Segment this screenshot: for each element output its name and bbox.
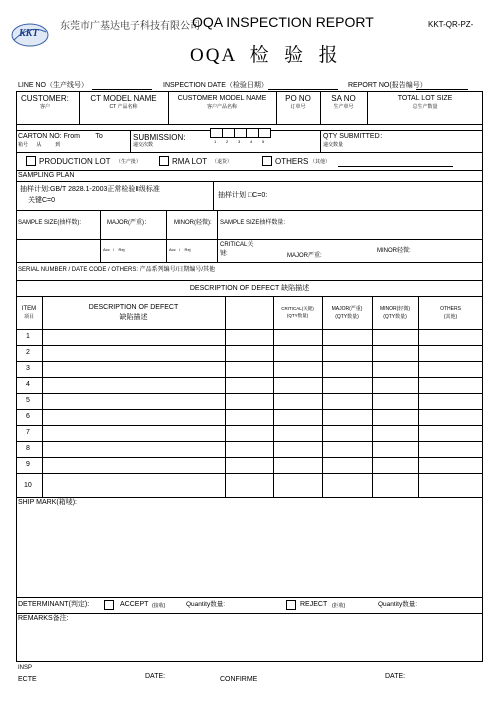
- others-lot-label-cn: （其他）: [310, 159, 331, 165]
- sample-size-label: SAMPLE SIZE(抽样数):: [18, 220, 82, 226]
- inspection-date-label: INSPECTION DATE（检验日期）: [163, 82, 268, 89]
- defect-row-6: 6: [26, 413, 30, 420]
- reject-checkbox[interactable]: [286, 600, 296, 610]
- report-title-en: OQA INSPECTION REPORT: [192, 14, 374, 30]
- col-item-header-cn: 项目: [23, 314, 34, 320]
- ct-model-label: CT MODEL NAME: [90, 94, 157, 103]
- document-code: KKT-QR-PZ-: [428, 20, 474, 29]
- sample-size-right-label: SAMPLE SIZE抽样数量:: [220, 220, 286, 226]
- defect-row-1: 1: [26, 333, 30, 340]
- accept-label-cn: (接收): [152, 603, 166, 609]
- determinant-label: DETERMINANT(判定):: [18, 601, 90, 608]
- ship-mark-label: SHIP MARK(箱唛):: [18, 499, 77, 506]
- inspector-label-2: ECTE: [18, 676, 37, 683]
- sa-no-label: SA NO: [331, 94, 356, 103]
- submission-label: SUBMISSION:: [133, 133, 186, 142]
- defect-row-4: 4: [26, 381, 30, 388]
- col-critical-header: CRITICAL(关键): [281, 306, 314, 311]
- col-minor-header-cn: (QTY数量): [383, 314, 407, 320]
- others-lot-checkbox[interactable]: [262, 156, 272, 166]
- defect-row-10: 10: [24, 482, 32, 489]
- col-major-header: MAJOR(严重): [331, 306, 363, 312]
- report-title-main: OQA 检 验 报: [190, 45, 340, 66]
- col-minor-header: MINOR(轻微): [380, 306, 410, 312]
- reject-label-cn: (拒收): [332, 603, 346, 609]
- sampling-plan-title: SAMPLING PLAN: [18, 172, 75, 179]
- col-critical-header-cn: (QTY数量): [286, 313, 309, 318]
- col-item-header: ITEM: [21, 306, 37, 312]
- sampling-critical-c0: 关键C=0: [28, 197, 56, 204]
- serial-number-label: SERIAL NUMBER / DATE CODE / OTHERS: 产品系列编号/日期编号/其他: [18, 267, 216, 273]
- qty-submitted-label-cn: 递交数量: [323, 142, 344, 148]
- po-no-label-cn: 订单号: [290, 104, 306, 110]
- rma-lot-label-cn: （退货）: [212, 159, 233, 165]
- submission-boxes: [210, 128, 272, 144]
- company-logo: [10, 22, 50, 48]
- rma-lot-label: RMA LOT: [172, 157, 208, 166]
- company-name: 东莞市广基达电子科技有限公司: [60, 21, 200, 32]
- defect-row-8: 8: [26, 445, 30, 452]
- col-others-header-cn: (其他): [443, 314, 458, 320]
- remarks-label: REMARKS备注:: [18, 615, 69, 622]
- submission-mark-3: 3: [238, 139, 241, 144]
- col-major-header-cn: (QTY数量): [335, 314, 359, 320]
- critical-label: CRITICAL关: [220, 242, 254, 248]
- carton-no-label-cn: 箱号 从 到: [18, 142, 61, 148]
- col-others-header: OTHERS: [440, 306, 461, 312]
- submission-mark-2: 2: [226, 139, 229, 144]
- inspector-label: INSP: [18, 665, 33, 671]
- defect-row-9: 9: [26, 461, 30, 468]
- submission-mark-1: 1: [214, 139, 217, 144]
- sampling-standard: 抽样计划:GB/T 2828.1-2003正常检验Ⅱ级标准: [20, 186, 160, 193]
- line-no-label: LINE NO（生产线号）: [18, 82, 89, 89]
- others-lot-field[interactable]: [338, 166, 453, 167]
- others-lot-label: OTHERS: [275, 157, 309, 166]
- confirm-date-footer: DATE:: [385, 673, 406, 680]
- logo-text: KKT: [19, 28, 39, 39]
- acc-rej-minor: Acc / Rej: [169, 247, 191, 252]
- defect-row-2: 2: [26, 349, 30, 356]
- production-lot-label-cn: （生产批）: [116, 159, 142, 165]
- customer-model-label-cn: 客户产品名称: [206, 104, 237, 110]
- production-lot-label: PRODUCTION LOT: [39, 157, 111, 166]
- submission-label-cn: 递交次数: [133, 142, 154, 148]
- carton-no-label: CARTON NO: From To: [18, 133, 103, 140]
- defect-section-title: DESCRIPTION OF DEFECT 缺陷描述: [189, 285, 310, 292]
- inspection-date-footer: DATE:: [145, 673, 166, 680]
- defect-row-5: 5: [26, 397, 30, 404]
- defect-row-7: 7: [26, 429, 30, 436]
- reject-label: REJECT: [300, 601, 328, 608]
- production-lot-checkbox[interactable]: [26, 156, 36, 166]
- customer-label: CUSTOMER:: [21, 94, 69, 103]
- sampling-plan-right: 抽样计划 □C=0:: [218, 192, 268, 199]
- report-no-label: REPORT NO(报告编号）: [348, 82, 427, 89]
- confirmed-label: CONFIRME: [220, 676, 258, 683]
- minor-right-label: MINOR轻微:: [377, 248, 411, 254]
- total-lot-size-label-cn: 总生产数量: [412, 104, 438, 110]
- qty-submitted-label: QTY SUBMITTED：: [323, 133, 387, 140]
- sa-no-label-cn: 生产单号: [333, 104, 354, 110]
- accept-checkbox[interactable]: [104, 600, 114, 610]
- rma-lot-checkbox[interactable]: [159, 156, 169, 166]
- minor-label: MINOR(轻微):: [174, 220, 212, 226]
- defect-row-3: 3: [26, 365, 30, 372]
- major-right-label: MAJOR严重:: [287, 253, 322, 259]
- customer-label-cn: 客户: [40, 104, 51, 110]
- accept-label: ACCEPT: [120, 601, 149, 608]
- acc-rej-major: Acc / Rej: [103, 247, 125, 252]
- col-description-header: DESCRIPTION OF DEFECT: [88, 304, 179, 311]
- submission-mark-5: 5: [262, 139, 265, 144]
- submission-mark-4: 4: [250, 139, 253, 144]
- po-no-label: PO NO: [285, 94, 311, 103]
- reject-quantity-label: Quantity数量:: [378, 601, 418, 608]
- col-description-header-cn: 缺陷描述: [119, 314, 148, 321]
- accept-quantity-label: Quantity数量:: [186, 601, 226, 608]
- total-lot-size-label: TOTAL LOT SIZE: [397, 95, 453, 102]
- ct-model-label-cn: CT 产品名称: [109, 104, 138, 110]
- critical-label-2: 键:: [220, 251, 228, 257]
- customer-model-label: CUSTOMER MODEL NAME: [177, 95, 267, 102]
- major-label: MAJOR(严重)：: [107, 220, 150, 226]
